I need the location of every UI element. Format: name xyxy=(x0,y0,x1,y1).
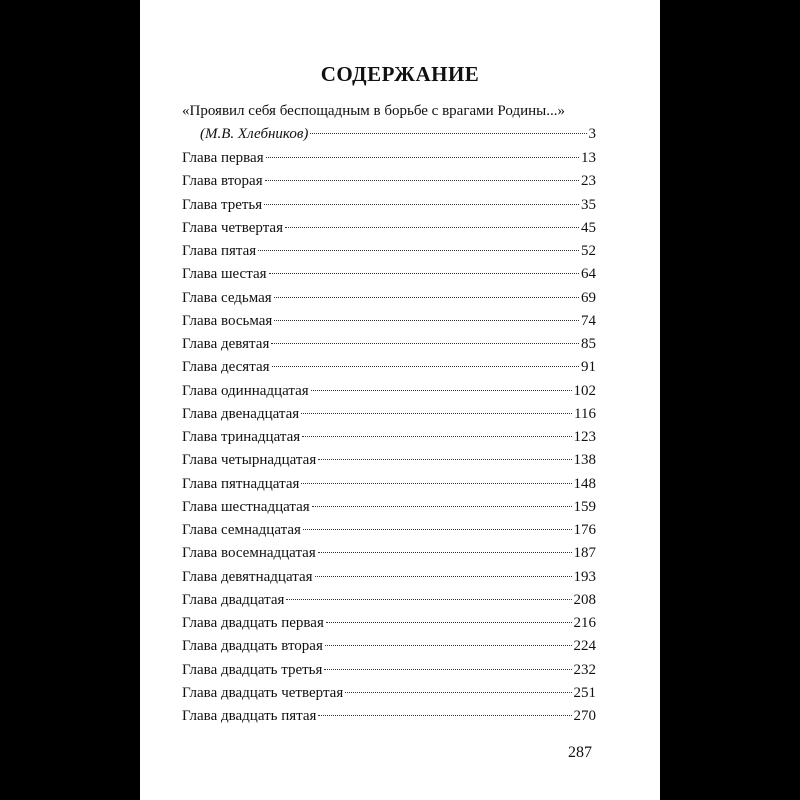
toc-entry-page-number: 74 xyxy=(581,312,596,329)
intro-page-number: 3 xyxy=(588,126,596,142)
toc-entry-page-number: 251 xyxy=(573,684,596,701)
toc-entry-label: Глава вторая xyxy=(182,173,263,190)
toc-entry-label: Глава двадцать первая xyxy=(182,615,324,631)
toc-entry-page-number: 13 xyxy=(581,150,596,166)
toc-entry-page-number: 91 xyxy=(581,359,596,376)
toc-entry-label: Глава восемнадцатая xyxy=(182,545,316,562)
toc-entry-page-number: 138 xyxy=(573,452,596,469)
leader-dots xyxy=(264,202,579,205)
toc-entry-label: Глава семнадцатая xyxy=(182,522,301,538)
toc-entry xyxy=(182,706,596,726)
toc-entry xyxy=(182,613,596,633)
leader-dots xyxy=(258,248,579,251)
leader-dots xyxy=(269,271,579,274)
leader-dots xyxy=(318,713,571,716)
toc-entry xyxy=(182,543,596,563)
toc-entry-label: Глава двадцать четвертая xyxy=(182,684,344,701)
toc-entry xyxy=(182,497,596,517)
leader-dots xyxy=(303,527,572,530)
leader-dots xyxy=(302,434,571,437)
intro-author: (М.В. Хлебников) xyxy=(200,126,309,142)
toc-entry xyxy=(182,171,596,191)
leader-dots xyxy=(301,411,572,414)
toc-entry-page-number: 232 xyxy=(573,661,596,678)
toc-entry xyxy=(182,404,596,424)
toc-entry-page-number: 123 xyxy=(573,429,596,445)
toc-entry-page-number: 45 xyxy=(581,219,596,236)
toc-entry xyxy=(182,474,596,494)
toc-entry xyxy=(182,195,596,215)
leader-dots xyxy=(265,178,579,181)
leader-dots xyxy=(274,295,579,298)
toc-entry-page-number: 193 xyxy=(573,568,596,585)
toc-entry-page-number: 224 xyxy=(573,638,596,655)
leader-dots xyxy=(271,341,579,344)
toc-entry-page-number: 208 xyxy=(573,591,596,608)
toc-entry xyxy=(182,288,596,308)
leader-dots xyxy=(286,597,571,600)
toc-entry-label: Глава тринадцатая xyxy=(182,429,301,445)
toc-entry-page-number: 159 xyxy=(573,498,596,515)
toc-entry-label: Глава четвертая xyxy=(182,219,283,236)
left-margin-bar xyxy=(0,0,140,800)
intro-heading: «Проявил себя беспощадным в борьбе с врагами Родины...» xyxy=(182,103,565,119)
toc-entry-label: Глава первая xyxy=(182,150,264,166)
toc-entry xyxy=(182,660,596,680)
toc-entry-page-number: 35 xyxy=(581,196,596,213)
leader-dots xyxy=(272,364,580,367)
toc-entry xyxy=(182,567,596,587)
toc-entry-label: Глава седьмая xyxy=(182,289,272,306)
toc-entry-label: Глава двадцать пятая xyxy=(182,708,317,724)
toc-entry-label: Глава четырнадцатая xyxy=(182,452,317,469)
toc-entry-label: Глава десятая xyxy=(182,359,270,376)
toc-entry xyxy=(182,357,596,377)
toc-entry-page-number: 85 xyxy=(581,336,596,352)
toc-entry-page-number: 69 xyxy=(581,289,596,306)
leader-dots xyxy=(326,620,572,623)
toc-entry-page-number: 23 xyxy=(581,173,596,190)
leader-dots xyxy=(301,481,571,484)
leader-dots xyxy=(318,550,572,553)
toc-entry-page-number: 102 xyxy=(573,382,596,399)
folio-page-number: 287 xyxy=(568,744,592,761)
toc-entry-page-number: 116 xyxy=(574,405,596,422)
toc-entry-label: Глава шестнадцатая xyxy=(182,498,310,515)
toc-entry-page-number: 52 xyxy=(581,243,596,259)
toc-entry xyxy=(182,264,596,284)
toc-entry-page-number: 176 xyxy=(573,522,596,538)
toc-entry-page-number: 270 xyxy=(573,708,596,724)
toc-entry-page-number: 64 xyxy=(581,266,596,283)
toc-entry xyxy=(182,520,596,540)
toc-entry-label: Глава двадцатая xyxy=(182,591,285,608)
toc-entry-label: Глава девятая xyxy=(182,336,270,352)
toc-entry-label: Глава двенадцатая xyxy=(182,405,300,422)
document-page xyxy=(140,0,660,800)
leader-dots xyxy=(285,225,579,228)
toc-entry xyxy=(182,381,596,401)
intro-entry xyxy=(200,124,596,144)
leader-dots xyxy=(324,667,571,670)
toc-entry-label: Глава двадцать вторая xyxy=(182,638,323,655)
leader-dots xyxy=(312,504,572,507)
leader-dots xyxy=(318,457,571,460)
toc-entry xyxy=(182,241,596,261)
toc-entry xyxy=(182,636,596,656)
leader-dots xyxy=(345,690,571,693)
toc-entry xyxy=(182,427,596,447)
page-title: СОДЕРЖАНИЕ xyxy=(320,62,480,86)
toc-entry xyxy=(182,450,596,470)
toc-entry xyxy=(182,148,596,168)
toc-entry-label: Глава третья xyxy=(182,196,263,213)
toc-entry-label: Глава одиннадцатая xyxy=(182,382,309,399)
toc-entry xyxy=(182,311,596,331)
leader-dots xyxy=(311,388,572,391)
toc-entry xyxy=(182,590,596,610)
leader-dots xyxy=(266,155,579,158)
toc-entry-label: Глава восьмая xyxy=(182,312,273,329)
toc-entry xyxy=(182,334,596,354)
toc-entry-page-number: 216 xyxy=(573,615,596,631)
toc-entry xyxy=(182,218,596,238)
toc-entry-page-number: 148 xyxy=(573,475,596,492)
leader-dots xyxy=(325,643,572,646)
toc-entry-label: Глава шестая xyxy=(182,266,267,283)
right-margin-bar xyxy=(660,0,800,800)
toc-entry-label: Глава пятнадцатая xyxy=(182,475,300,492)
toc-entry-label: Глава девятнадцатая xyxy=(182,568,313,585)
toc-entry-label: Глава пятая xyxy=(182,243,257,259)
toc-entry xyxy=(182,683,596,703)
toc-entry-page-number: 187 xyxy=(573,545,596,562)
leader-dots xyxy=(274,318,579,321)
leader-dots xyxy=(310,131,586,134)
toc-entry-label: Глава двадцать третья xyxy=(182,661,323,678)
leader-dots xyxy=(315,574,572,577)
